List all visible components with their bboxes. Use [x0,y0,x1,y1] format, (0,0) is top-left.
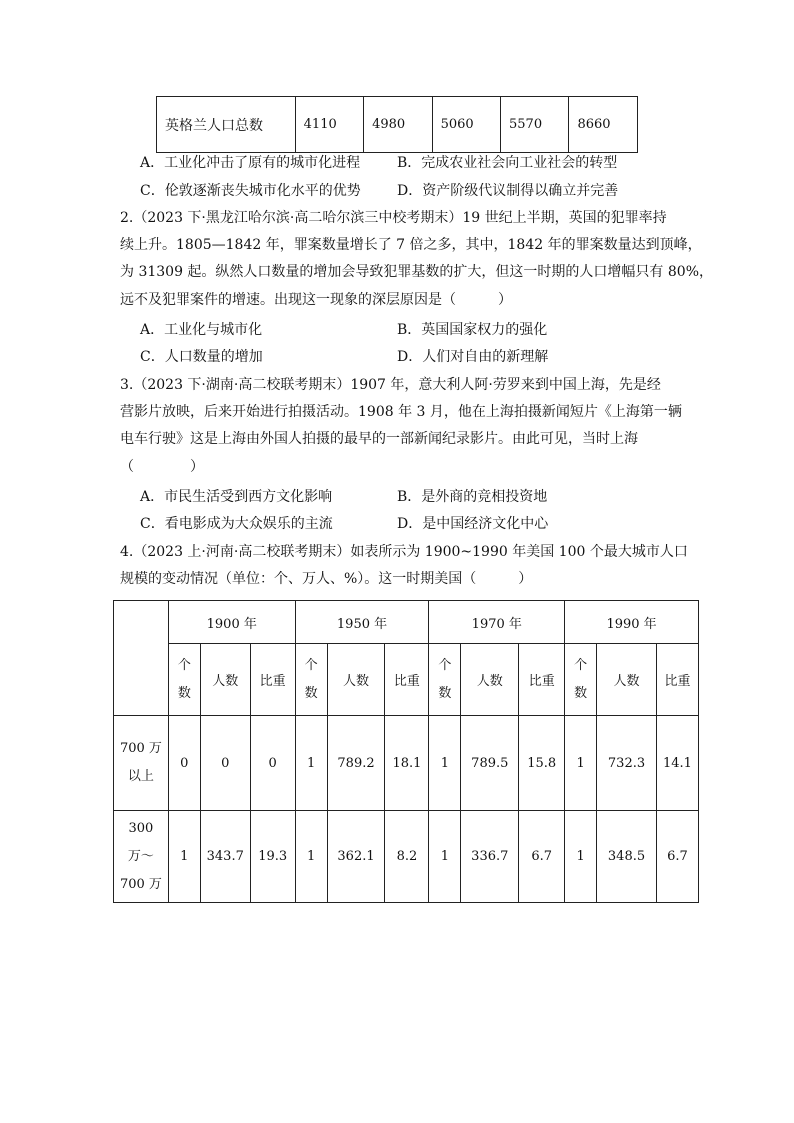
q2-stem-line-3: 为 31309 起。纵然人口数量的增加会导致犯罪基数的扩大，但这一时期的人口增幅只有 80%， [120,264,714,280]
count-header: 个 数 [429,644,461,716]
table-cell: 348.5 [597,811,657,903]
table-cell: 1 [429,716,461,811]
q2-option-d: D．人们对自由的新理解 [397,349,549,365]
q4-stem-line-2: 规模的变动情况（单位：个、万人、%）。这一时期美国（ ） [120,571,533,587]
table-cell: 0 [250,716,295,811]
q2-stem-line-2: 续上升。1805—1842 年，罪案数量增长了 7 倍之多，其中，1842 年的罪案数量达到顶峰， [120,237,702,253]
q2-option-c: C．人口数量的增加 [140,349,263,365]
share-header: 比重 [656,644,698,716]
table-cell: 0 [168,716,200,811]
table-cell: 1 [295,716,327,811]
table-cell: 4110 [295,97,363,153]
q3-option-b: B．是外商的竞相投资地 [397,489,548,505]
table-cell: 19.3 [250,811,295,903]
q3-stem-line-3: 电车行驶》这是上海由外国人拍摄的最早的一部新闻纪录影片。由此可见，当时上海 [120,431,638,447]
q1-option-a: A．工业化冲击了原有的城市化进程 [140,155,361,171]
q2-stem-line-4: 远不及犯罪案件的增速。出现这一现象的深层原因是（ ） [120,292,512,308]
table-cell: 1 [429,811,461,903]
table-cell: 8660 [569,97,638,153]
table-cell: 0 [200,716,250,811]
people-header: 人数 [597,644,657,716]
table-header-row [114,601,699,644]
table-cell: 789.2 [327,716,385,811]
table-cell: 1 [295,811,327,903]
q4-stem-line-1: 4.（2023 上·河南·高二校联考期末）如表所示为 1900~1990 年美国 100 个最大城市人口 [120,544,688,560]
count-header: 个 数 [565,644,597,716]
year-header: 1950 年 [295,601,429,644]
table-cell: 1 [565,811,597,903]
table-cell: 5060 [432,97,500,153]
table-row [114,811,699,903]
people-header: 人数 [461,644,519,716]
table-cell: 1 [168,811,200,903]
table-cell: 6.7 [519,811,565,903]
share-header: 比重 [250,644,295,716]
table-cell: 8.2 [385,811,429,903]
us-city-population-table [113,600,699,903]
year-header: 1900 年 [168,601,295,644]
table-row [114,716,699,811]
q2-option-b: B．英国国家权力的强化 [397,322,548,338]
q3-option-a: A．市民生活受到西方文化影响 [140,489,333,505]
table-subheader-row [114,644,699,716]
people-header: 人数 [327,644,385,716]
corner-cell [114,601,169,716]
table-cell: 4980 [364,97,432,153]
row-label: 英格兰人口总数 [157,97,296,153]
table-cell: 18.1 [385,716,429,811]
table-cell: 336.7 [461,811,519,903]
q1-option-c: C．伦敦逐渐丧失城市化水平的优势 [140,183,361,199]
year-header: 1990 年 [565,601,699,644]
count-header: 个 数 [295,644,327,716]
row-label: 300 万～ 700 万 [114,811,169,903]
table-cell: 14.1 [656,716,698,811]
q2-option-a: A．工业化与城市化 [140,322,263,338]
row-label: 700 万 以上 [114,716,169,811]
england-population-table [156,96,638,153]
table-cell: 362.1 [327,811,385,903]
table-cell: 789.5 [461,716,519,811]
table-row [157,97,638,153]
q3-stem-line-1: 3.（2023 下·湖南·高二校联考期末）1907 年，意大利人阿·劳罗来到中国上海，先是经 [120,377,661,393]
table-cell: 1 [565,716,597,811]
share-header: 比重 [519,644,565,716]
share-header: 比重 [385,644,429,716]
year-header: 1970 年 [429,601,565,644]
q3-stem-line-4: （ ） [120,459,204,475]
table-cell: 732.3 [597,716,657,811]
q2-stem-line-1: 2.（2023 下·黑龙江哈尔滨·高二哈尔滨三中校考期末）19 世纪上半期，英国的犯罪率持 [120,210,667,226]
q1-option-b: B．完成农业社会向工业社会的转型 [397,155,618,171]
table-cell: 5570 [501,97,569,153]
q3-stem-line-2: 营影片放映，后来开始进行拍摄活动。1908 年 3 月，他在上海拍摄新闻短片《上海第一辆 [120,404,682,420]
table-cell: 15.8 [519,716,565,811]
table-cell: 6.7 [656,811,698,903]
q3-option-d: D．是中国经济文化中心 [397,516,549,532]
q1-option-d: D．资产阶级代议制得以确立并完善 [397,183,619,199]
table-cell: 343.7 [200,811,250,903]
q3-option-c: C．看电影成为大众娱乐的主流 [140,516,333,532]
people-header: 人数 [200,644,250,716]
count-header: 个 数 [168,644,200,716]
